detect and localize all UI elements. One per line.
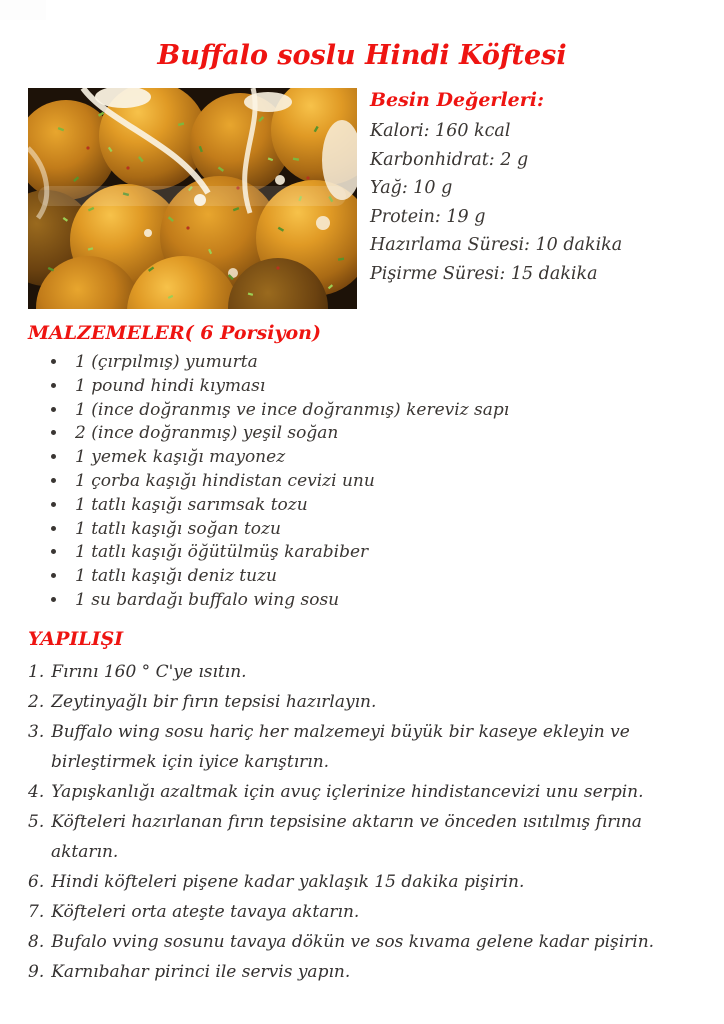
recipe-photo (28, 88, 357, 309)
directions-heading: YAPILIŞI (28, 627, 124, 650)
photo-watermark-band (38, 186, 346, 206)
step-item (28, 777, 696, 807)
ingredient-item: • 1 (ince doğranmış ve ince doğranmış) kereviz sapı (68, 399, 696, 423)
top-section (28, 88, 696, 309)
nutrition-list (370, 117, 696, 289)
ingredient-item: • 1 tatlı kaşığı soğan tozu (68, 518, 696, 542)
directions-list (28, 657, 696, 987)
nutrition-item: Hazırlama Süresi: 10 dakika (370, 235, 623, 256)
step-number: 1. (28, 661, 45, 682)
step-text: Karnıbahar pirinci ile servis yapın. (51, 961, 351, 982)
ingredient-item: • 1 çorba kaşığı hindistan cevizi unu (68, 470, 696, 494)
page-title: Buffalo soslu Hindi Köftesi (157, 40, 567, 71)
step-text: Yapışkanlığı azaltmak için avuç içlerinize hindistancevizi unu serpin. (51, 781, 644, 802)
step-number: 2. (28, 691, 45, 712)
ingredient-item: • 1 tatlı kaşığı deniz tuzu (68, 565, 696, 589)
step-item (28, 687, 696, 717)
step-item (28, 657, 696, 687)
nutrition-item: Pişirme Süresi: 15 dakika (370, 263, 598, 284)
step-number: 9. (28, 961, 45, 982)
step-text: Köfteleri orta ateşte tavaya aktarın. (51, 901, 360, 922)
ingredient-item: • 1 (çırpılmış) yumurta (68, 351, 696, 375)
step-item (28, 897, 696, 927)
step-item (28, 867, 696, 897)
step-item (28, 807, 696, 867)
ingredient-item: • 2 (ince doğranmış) yeşil soğan (68, 422, 696, 446)
ingredients-heading: MALZEMELER( 6 Porsiyon) (28, 322, 321, 344)
step-item (28, 927, 696, 957)
ingredients-list (28, 351, 696, 613)
step-text: Buffalo wing sosu hariç her malzemeyi büyük bir kaseye ekleyin ve birleştirmek için iyice karıştırın. (51, 721, 630, 772)
step-number: 6. (28, 871, 45, 892)
step-number: 3. (28, 721, 45, 742)
step-item (28, 717, 696, 777)
meatballs-photo-illustration (28, 88, 357, 309)
nutrition-item: Kalori: 160 kcal (370, 121, 511, 141)
ingredient-item: • 1 su bardağı buffalo wing sosu (68, 589, 696, 613)
nutrition-item: Yağ: 10 g (370, 178, 453, 199)
page-corner-artifact (0, 0, 46, 20)
nutrition-panel (370, 88, 696, 309)
nutrition-heading: Besin Değerleri: (370, 89, 544, 111)
step-number: 5. (28, 811, 45, 832)
step-number: 8. (28, 931, 45, 952)
step-text: Hindi köfteleri pişene kadar yaklaşık 15 dakika pişirin. (51, 871, 525, 892)
ingredient-item: • 1 tatlı kaşığı sarımsak tozu (68, 494, 696, 518)
ingredient-item: • 1 tatlı kaşığı öğütülmüş karabiber (68, 541, 696, 565)
step-text: Zeytinyağlı bir fırın tepsisi hazırlayın. (51, 691, 377, 712)
step-text: Fırını 160 ° C'ye ısıtın. (51, 661, 247, 682)
step-item (28, 957, 696, 987)
ingredient-item: • 1 pound hindi kıyması (68, 375, 696, 399)
nutrition-item: Protein: 19 g (370, 206, 486, 227)
step-text: Köfteleri hazırlanan fırın tepsisine aktarın ve önceden ısıtılmış fırına aktarın. (51, 811, 642, 862)
step-number: 4. (28, 781, 45, 802)
step-text: Bufalo vving sosunu tavaya dökün ve sos kıvama gelene kadar pişirin. (51, 931, 655, 952)
nutrition-item: Karbonhidrat: 2 g (370, 149, 529, 170)
ingredient-item: • 1 yemek kaşığı mayonez (68, 446, 696, 470)
step-number: 7. (28, 901, 45, 922)
